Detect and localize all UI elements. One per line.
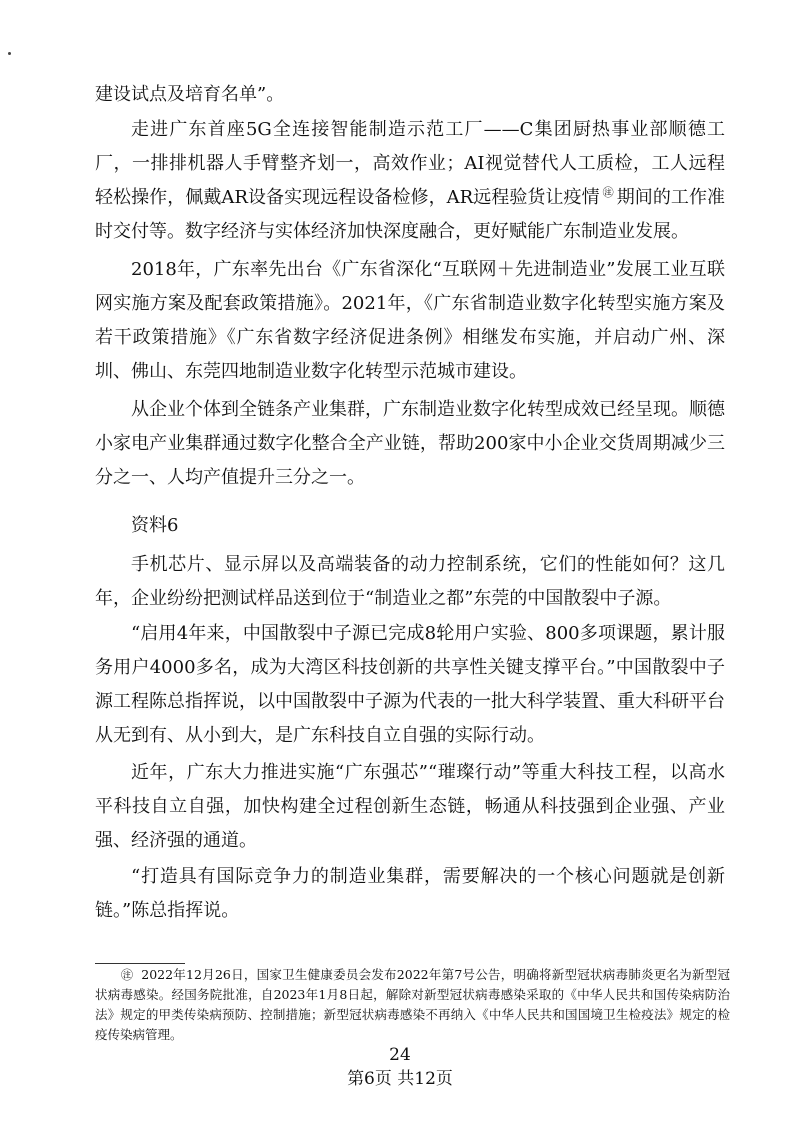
footnote-mark: ㊟: [121, 968, 134, 982]
paragraph-5: 手机芯片、显示屏以及高端装备的动力控制系统，它们的性能如何？这几年，企业纷纷把测试样品送到位于“制造业之都”东莞的中国散裂中子源。: [95, 554, 725, 609]
paragraph-2-text-a: 走进广东首座5G全连接智能制造示范工厂——C集团厨热事业部顺德工厂，一排排机器人手臂整齐划一，高效作业；AI视觉替代人工质检，工人远程轻松操作，佩戴AR设备实现远程设备检修，AR远程验货让疫情: [95, 119, 725, 208]
page-count-label: 第6页 共12页: [347, 1069, 453, 1089]
paragraph-1: 建设试点及培育名单”。: [95, 84, 285, 105]
page-number: 24: [389, 1045, 411, 1065]
scan-speck: [8, 52, 11, 55]
paragraph-2-text-b: 期间的工作准时交付等。数字经济与实体经济加快深度融合，更好赋能广东制造业发展。: [95, 187, 726, 242]
paragraph-4: 从企业个体到全链条产业集群，广东制造业数字化转型成效已经呈现。顺德小家电产业集群通过数字化整合全产业链，帮助200家中小企业交货周期减少三分之一、人均产值提升三分之一。: [95, 399, 725, 488]
footnote-text: 2022年12月26日，国家卫生健康委员会发布2022年第7号公告，明确将新型冠状病毒肺炎更名为新型冠状病毒感染。经国务院批准，自2023年1月8日起，解除对新型冠状病毒感染采取的《中华人民共和国传染病防治法》规定的甲类传染病预防、控制措施；新型冠状病毒感染不再纳入《中华人民共和国国境卫生检疫法》规定的检疫传染病管理。: [95, 967, 730, 1042]
paragraph-2: [95, 113, 725, 249]
paragraph-8: “打造具有国际竞争力的制造业集群，需要解决的一个核心问题就是创新链。”陈总指挥说。: [95, 866, 725, 921]
footnote-reference-mark[interactable]: ㊟: [602, 186, 614, 199]
paragraph-7: 近年，广东大力推进实施“广东强芯”“璀璨行动”等重大科技工程，以高水平科技自立自强，加快构建全过程创新生态链，畅通从科技强到企业强、产业强、经济强的通道。: [95, 762, 725, 851]
paragraph-6: “启用4年来，中国散裂中子源已完成8轮用户实验、800多项课题，累计服务用户4000多名，成为大湾区科技创新的共享性关键支撑平台。”中国散裂中子源工程陈总指挥说，以中国散裂中子源为代表的一批大科学装置、重大科研平台从无到有、从小到大，是广东科技自立自强的实际行动。: [95, 623, 725, 746]
section-heading-material-6: 资料6: [131, 515, 179, 536]
paragraph-3: 2018年，广东率先出台《广东省深化“互联网＋先进制造业”发展工业互联网实施方案及配套政策措施》。2021年，《广东省制造业数字化转型实施方案及若干政策措施》《广东省数字经济促进条例》相继发布实施，并启动广州、深圳、佛山、东莞四地制造业数字化转型示范城市建设。: [95, 259, 725, 382]
footnote-divider: [95, 963, 185, 964]
footnote: [95, 965, 730, 1045]
